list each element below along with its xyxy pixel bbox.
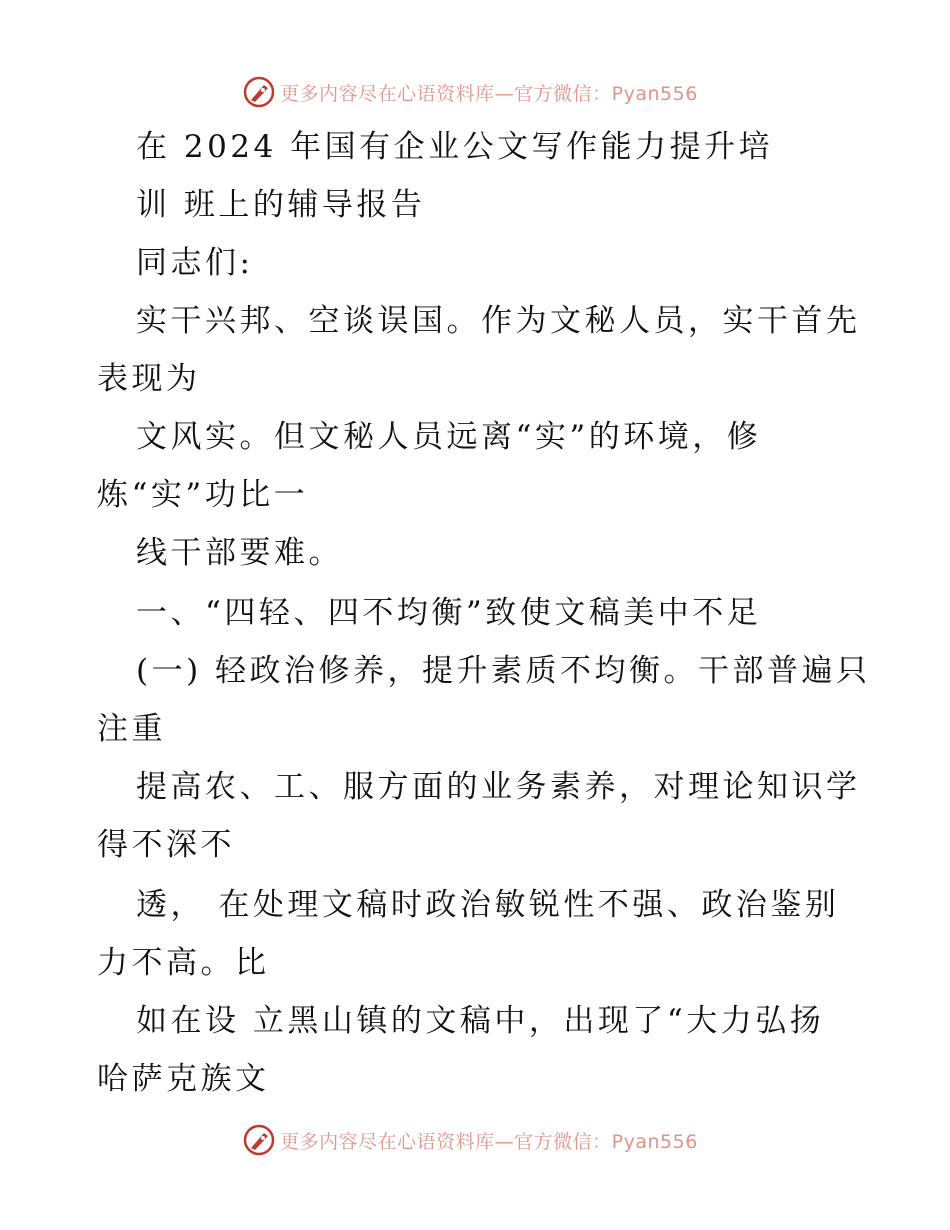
- section-heading: 一、“四轻、四不均衡”致使文稿美中不足: [136, 595, 762, 631]
- watermark-text: 更多内容尽在心语资料库—官方微信：Pyan556: [280, 82, 698, 105]
- text-line: 注重: [97, 711, 166, 747]
- text-line: 炼“实”功比一: [97, 477, 309, 513]
- salutation: 同志们:: [136, 245, 254, 281]
- text-line: 实干兴邦、空谈误国。作为文秘人员，实干首先: [136, 303, 861, 339]
- text-line: 力不高。比: [97, 945, 270, 981]
- title-line-2: 训 班上的辅导报告: [136, 187, 426, 223]
- text-line: 线干部要难。: [136, 535, 343, 571]
- pen-nib-logo-icon: [242, 1123, 276, 1157]
- pen-nib-logo-icon: [242, 75, 276, 109]
- text-line: 哈萨克族文: [97, 1061, 270, 1097]
- watermark-text: 更多内容尽在心语资料库—官方微信：Pyan556: [280, 1130, 698, 1153]
- text-line: 得不深不: [97, 827, 235, 863]
- text-line: 表现为: [97, 361, 201, 397]
- title-line-1: 在 2024 年国有企业公文写作能力提升培: [136, 129, 774, 165]
- text-line: 文风实。但文秘人员远离“实”的环境，修: [136, 419, 762, 455]
- header-watermark: [0, 72, 950, 112]
- footer-watermark: [0, 1120, 950, 1160]
- text-line: 提高农、工、服方面的业务素养，对理论知识学: [136, 769, 861, 805]
- text-line: 透， 在处理文稿时政治敏锐性不强、政治鉴别: [136, 887, 840, 923]
- text-line: (一) 轻政治修养，提升素质不均衡。干部普遍只: [136, 653, 871, 689]
- text-line: 如在设 立黑山镇的文稿中，出现了“大力弘扬: [136, 1003, 825, 1039]
